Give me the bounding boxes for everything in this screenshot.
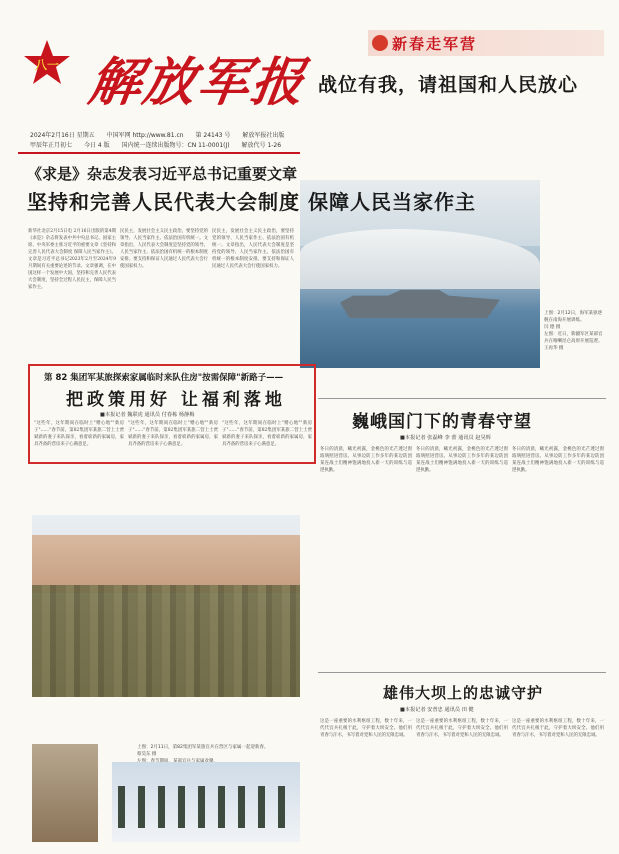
lead-body-left: 新华社北京2月15日电 2月16日出版的第4期《求是》杂志将发表中共中央总书记、国家主席、中央军委主席习近平的重要文章《坚持和完善人民代表大会制度 保障人民当家作主》。文章是习近平总书记2023年2月至2024年9月期间有关重要论述的节录。文章强调，在中国这样一个发展中大国，坚持和完善人民代表大会制度，坚持全过程人民民主，保障人民当家作主。 bbox=[28, 229, 116, 290]
featured-story-body-2: "这些年，这年期间在临时上"赠心地""新房子"……"春节前，第82集团军某旅二营上士贾斌新的妻子来队探亲，看着崭新的家属房，家具齐备的营房来子心满意足。 bbox=[128, 421, 218, 447]
mid-story-title: 巍峨国门下的青春守望 bbox=[352, 412, 532, 432]
publication-info-row-1: 2024年2月16日 星期五 中国军网 http://www.81.cn 第 24143 号 解放军报社出版 bbox=[30, 132, 285, 139]
soldiers-family-photo bbox=[32, 515, 300, 697]
bottom-story-body-3: 这是一座重要的水利枢纽工程，数十年来，一代代官兵扎根于此，守护着大坝安全。他们用青春与汗水，书写着对党和人民的无限忠诚。 bbox=[512, 719, 604, 738]
lead-subtitle: 《求是》杂志发表习近平总书记重要文章 bbox=[27, 165, 298, 183]
lead-title: 坚持和完善人民代表大会制度 保障人民当家作主 bbox=[27, 190, 476, 214]
soldiers-photo-caption: 上图：2月11日，第82集团军某旅官兵在营区与家属一起迎新春。 蔡昊东 摄 bbox=[137, 745, 269, 757]
bottom-story-title: 雄伟大坝上的忠诚守护 bbox=[383, 684, 544, 702]
mid-story-body-3: 冬日的清晨，曦光初露，金桃色的光芒透过窗玻璃照进营房。从事边防工作多年的某边防团某连战士们精神饱满地投入新一天的训练与巡逻执勤。 bbox=[512, 447, 604, 473]
ship-photo-caption: 上图：2月12日，海军某驱逐舰在南海开展训练。 闫 德 摄 左图：近日，新疆军区某部官兵在喀喇昆仑高原开展巡逻。 王再华 摄 bbox=[544, 311, 603, 351]
mid-story-body-1: 冬日的清晨，曦光初露，金桃色的光芒透过窗玻璃照进营房。从事边防工作多年的某边防团某连战士们精神饱满地投入新一天的训练与巡逻执勤。 bbox=[320, 447, 412, 473]
bottom-story-body-1: 这是一座重要的水利枢纽工程，数十年来，一代代官兵扎根于此，守护着大坝安全。他们用青春与汗水，书写着对党和人民的无限忠诚。 bbox=[320, 719, 412, 738]
mid-story-byline: ■本报记者 张磊峰 李 蕾 通讯员 赵昊辉 bbox=[400, 435, 491, 441]
lead-body-right: 民民主，发展社会主义民主政治，要坚持党的领导、人民当家作主、依法治国有机统一。文章指出，人民代表大会制度是坚持党的领导、人民当家作主、依法治国有机统一的根本制度安排。要支持和保证人民通过人民代表大会行使国家权力。 bbox=[120, 229, 208, 269]
mid-story-body-2: 冬日的清晨，曦光初露，金桃色的光芒透过窗玻璃照进营房。从事边防工作多年的某边防团某连战士们精神饱满地投入新一天的训练与巡逻执勤。 bbox=[416, 447, 508, 473]
child-photo bbox=[32, 744, 98, 842]
masthead-rule bbox=[18, 152, 300, 154]
top-headline: 战位有我，请祖国和人民放心 bbox=[318, 74, 579, 96]
lead-body-third: 民民主，发展社会主义民主政治，要坚持党的领导、人民当家作主、依法治国有机统一。文章指出，人民代表大会制度是坚持党的领导、人民当家作主、依法治国有机统一的根本制度安排。要支持和保证人民通过人民代表大会行使国家权力。 bbox=[212, 229, 294, 269]
lantern-icon bbox=[372, 35, 388, 51]
featured-story-byline: ■本报记者 魏联虎 通讯员 付春栋 杨静梅 bbox=[100, 412, 195, 418]
featured-story-body-1: "这些年，这年期间在临时上"赠心地""新房子"……"春节前，第82集团军某旅二营上士贾斌新的妻子来队探亲，看着崭新的家属房，家具齐备的营房来子心满意足。 bbox=[34, 421, 124, 447]
bottom-story-body-2: 这是一座重要的水利枢纽工程，数十年来，一代代官兵扎根于此，守护着大坝安全。他们用青春与汗水，书写着对党和人民的无限忠诚。 bbox=[416, 719, 508, 738]
featured-story-pretitle: 第 82 集团军某旅探索家属临时来队住房"按需保障"新路子—— bbox=[44, 373, 284, 383]
newspaper-logo: 解放军报 bbox=[85, 52, 310, 113]
section-divider-2 bbox=[318, 672, 606, 673]
section-divider bbox=[318, 398, 606, 399]
warship-image bbox=[340, 290, 500, 318]
bottom-story-byline: ■本报记者 安普忠 通讯员 田 健 bbox=[400, 707, 474, 713]
featured-story-body-3: "这些年，这年期间在临时上"赠心地""新房子"……"春节前，第82集团军某旅二营上士贾斌新的妻子来队探亲，看着崭新的家属房，家具齐备的营房来子心满意足。 bbox=[222, 421, 312, 447]
snow-parade-photo bbox=[112, 762, 300, 842]
army-star-icon bbox=[22, 38, 72, 88]
featured-story-title: 把政策用好 让福利落地 bbox=[66, 390, 286, 410]
new-year-banner: 新春走军营 bbox=[368, 30, 604, 56]
svg-text:八一: 八一 bbox=[34, 58, 60, 72]
publication-info-row-2: 甲辰年正月初七 今日 4 版 国内统一连续出版物号：CN 11-0001(J) 解放代号 1-26 bbox=[30, 142, 282, 149]
